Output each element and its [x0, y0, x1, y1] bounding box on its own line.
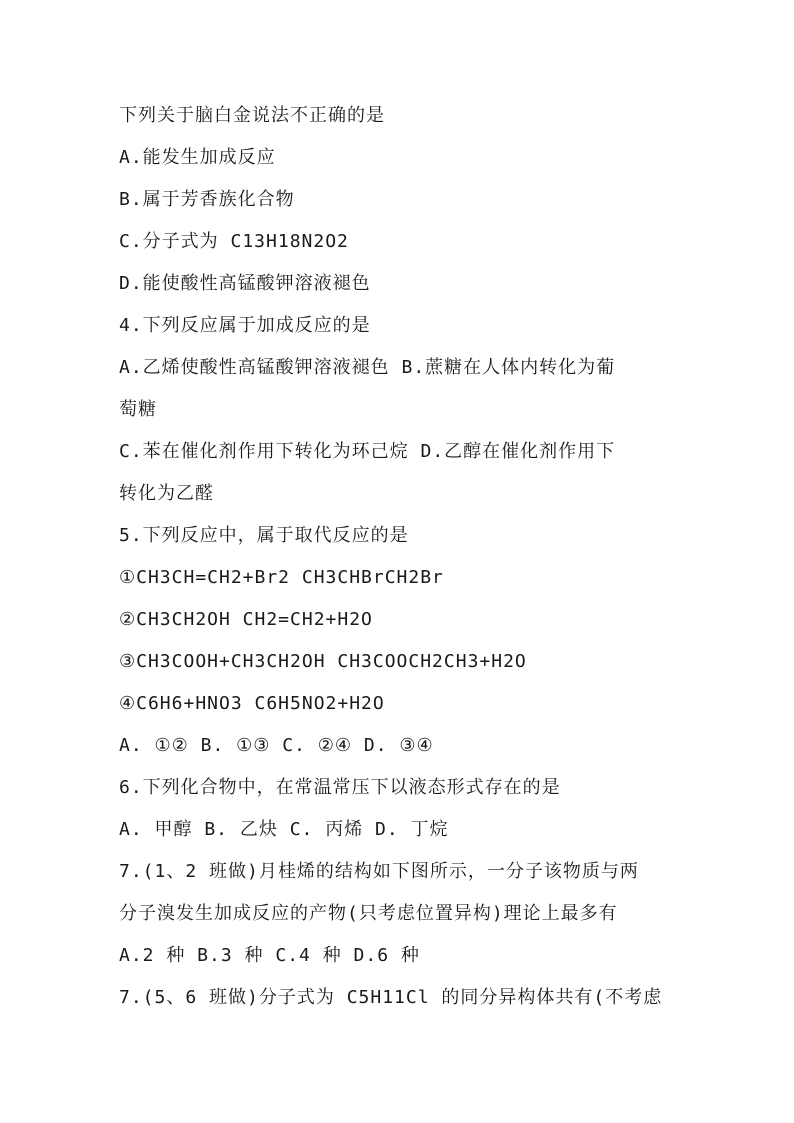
question-4-options-ab: A.乙烯使酸性高锰酸钾溶液褪色 B.蔗糖在人体内转化为葡: [119, 357, 616, 378]
question-7b-stem: 7.(5、6 班做)分子式为 C5H11Cl 的同分异构体共有(不考虑: [119, 987, 663, 1008]
question-4-stem: 4.下列反应属于加成反应的是: [119, 315, 371, 336]
question-7a-stem-cont: 分子溴发生加成反应的产物(只考虑位置异构)理论上最多有: [119, 903, 618, 924]
reaction-2: ②CH3CH2OH CH2=CH2+H2O: [119, 609, 373, 630]
question-5-stem: 5.下列反应中，属于取代反应的是: [119, 525, 409, 546]
question-4-options-cd: C.苯在催化剂作用下转化为环己烷 D.乙醇在催化剂作用下: [119, 441, 616, 462]
option-b-line: B.属于芳香族化合物: [119, 189, 295, 210]
question-4-options-cd-cont: 转化为乙醛: [119, 483, 214, 504]
question-7a-options: A.2 种 B.3 种 C.4 种 D.6 种: [119, 945, 420, 966]
option-a-line: A.能发生加成反应: [119, 147, 276, 168]
question-6-options: A. 甲醇 B. 乙炔 C. 丙烯 D. 丁烷: [119, 819, 449, 840]
reaction-1: ①CH3CH=CH2+Br2 CH3CHBrCH2Br: [119, 567, 444, 588]
question-5-options: A. ①② B. ①③ C. ②④ D. ③④: [119, 735, 434, 756]
question-4-options-ab-cont: 萄糖: [119, 399, 157, 420]
option-d-line: D.能使酸性高锰酸钾溶液褪色: [119, 273, 371, 294]
reaction-4: ④C6H6+HNO3 C6H5NO2+H2O: [119, 693, 385, 714]
question-6-stem: 6.下列化合物中，在常温常压下以液态形式存在的是: [119, 777, 561, 798]
question-7a-stem: 7.(1、2 班做)月桂烯的结构如下图所示，一分子该物质与两: [119, 861, 639, 882]
question-stem-line: 下列关于脑白金说法不正确的是: [119, 105, 385, 126]
reaction-3: ③CH3COOH+CH3CH2OH CH3COOCH2CH3+H2O: [119, 651, 527, 672]
option-c-line: C.分子式为 C13H18N2O2: [119, 231, 349, 252]
